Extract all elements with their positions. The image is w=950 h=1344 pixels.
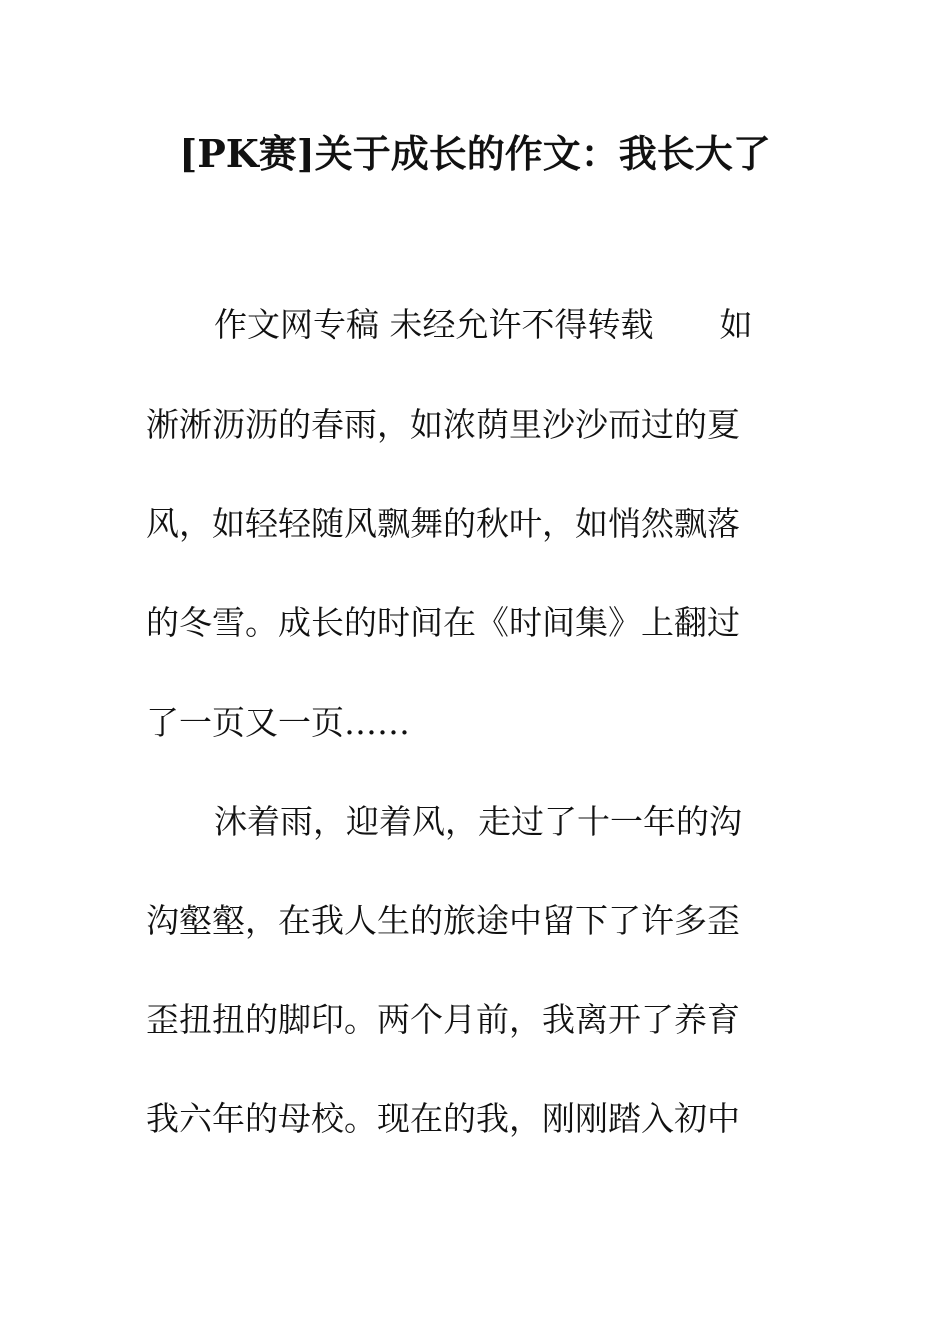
document-title: [PK赛]关于成长的作文：我长大了: [179, 131, 771, 176]
paragraph-line: 沐着雨，迎着风，走过了十一年的沟: [214, 802, 742, 841]
paragraph-line: 风，如轻轻随风飘舞的秋叶，如悄然飘落: [146, 504, 740, 543]
paragraph-line: 了一页又一页……: [146, 703, 410, 742]
paragraph-line: 沟壑壑，在我人生的旅途中留下了许多歪: [146, 901, 740, 940]
paragraph-line: [214, 303, 753, 347]
paragraph-line: 淅淅沥沥的春雨，如浓荫里沙沙而过的夏: [146, 405, 740, 444]
copyright-notice: 作文网专稿 未经允许不得转载: [214, 305, 654, 344]
paragraph-line: 的冬雪。成长的时间在《时间集》上翻过: [146, 603, 740, 642]
paragraph-line: 我六年的母校。现在的我，刚刚踏入初中: [146, 1099, 740, 1138]
paragraph-line: 歪扭扭的脚印。两个月前，我离开了养育: [146, 1000, 740, 1039]
paragraph-text: 如: [719, 305, 753, 344]
